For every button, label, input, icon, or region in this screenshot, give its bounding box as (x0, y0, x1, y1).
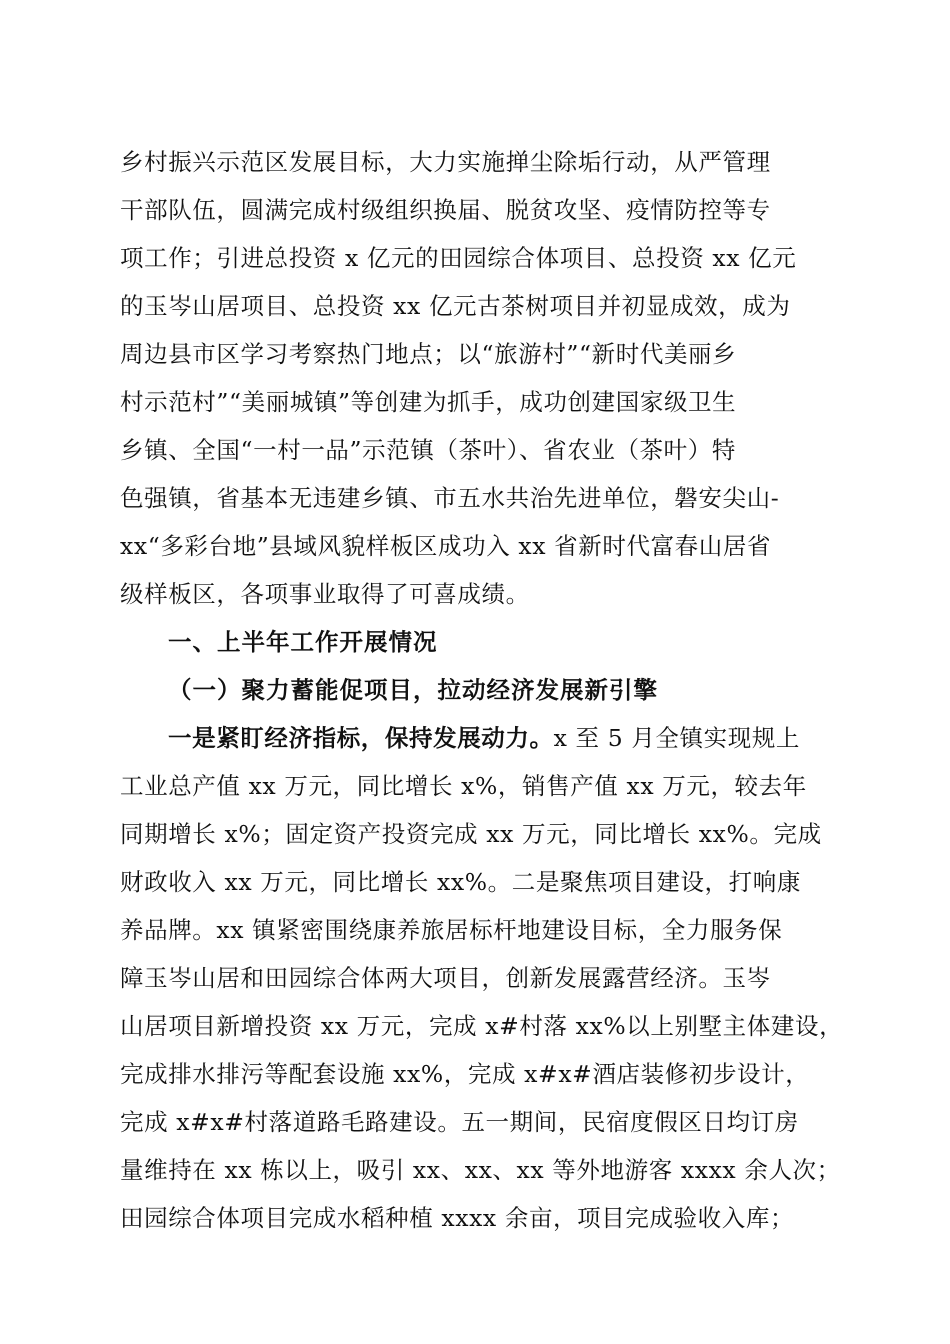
paragraph-line: 财政收入 xx 万元，同比增长 xx%。二是聚焦项目建设，打响康 (120, 868, 801, 896)
paragraph-line: 乡镇、全国“一村一品”示范镇（茶叶）、省农业（茶叶）特 (120, 436, 736, 464)
paragraph-line: 级样板区，各项事业取得了可喜成绩。 (120, 580, 530, 608)
paragraph-line: 工业总产值 xx 万元，同比增长 x%，销售产值 xx 万元，较去年 (120, 772, 807, 800)
subsection-heading: （一）聚力蓄能促项目，拉动经济发展新引擎 (168, 676, 658, 704)
paragraph-line: xx“多彩台地”县域风貌样板区成功入 xx 省新时代富春山居省 (120, 532, 772, 560)
paragraph-line: 村示范村”“美丽城镇”等创建为抓手，成功创建国家级卫生 (120, 388, 737, 416)
paragraph-line: 色强镇，省基本无违建乡镇、市五水共治先进单位，磐安尖山- (120, 484, 780, 512)
paragraph-line: 量维持在 xx 栋以上，吸引 xx、xx、xx 等外地游客 xxxx 余人次； (120, 1156, 841, 1184)
paragraph-line: 的玉岑山居项目、总投资 xx 亿元古茶树项目并初显成效，成为 (120, 292, 791, 320)
paragraph-line: 山居项目新增投资 xx 万元，完成 x#村落 xx%以上别墅主体建设， (120, 1012, 844, 1040)
paragraph-line: 完成 x#x#村落道路毛路建设。五一期间，民宿度假区日均订房 (120, 1108, 799, 1136)
paragraph-line: 乡村振兴示范区发展目标，大力实施掸尘除垢行动，从严管理 (120, 148, 771, 176)
lead-phrase: 一是紧盯经济指标，保持发展动力。 (168, 724, 554, 752)
section-heading: 一、上半年工作开展情况 (168, 628, 438, 656)
paragraph-line: 完成排水排污等配套设施 xx%，完成 x#x#酒店装修初步设计， (120, 1060, 810, 1088)
paragraph-line: 干部队伍，圆满完成村级组织换届、脱贫攻坚、疫情防控等专 (120, 196, 771, 224)
paragraph-line: 周边县市区学习考察热门地点；以“旅游村”“新时代美丽乡 (120, 340, 737, 368)
paragraph-line: 障玉岑山居和田园综合体两大项目，创新发展露营经济。玉岑 (120, 964, 771, 992)
paragraph-line: 田园综合体项目完成水稻种植 xxxx 余亩，项目完成验收入库； (120, 1204, 795, 1232)
paragraph-line: 项工作；引进总投资 x 亿元的田园综合体项目、总投资 xx 亿元 (120, 244, 797, 272)
paragraph-text: x 至 5 月全镇实现规上 (553, 724, 801, 752)
paragraph-line: 养品牌。xx 镇紧密围绕康养旅居标杆地建设目标，全力服务保 (120, 916, 783, 944)
paragraph-line: 同期增长 x%；固定资产投资完成 xx 万元，同比增长 xx%。完成 (120, 820, 822, 848)
paragraph-line (168, 722, 840, 754)
